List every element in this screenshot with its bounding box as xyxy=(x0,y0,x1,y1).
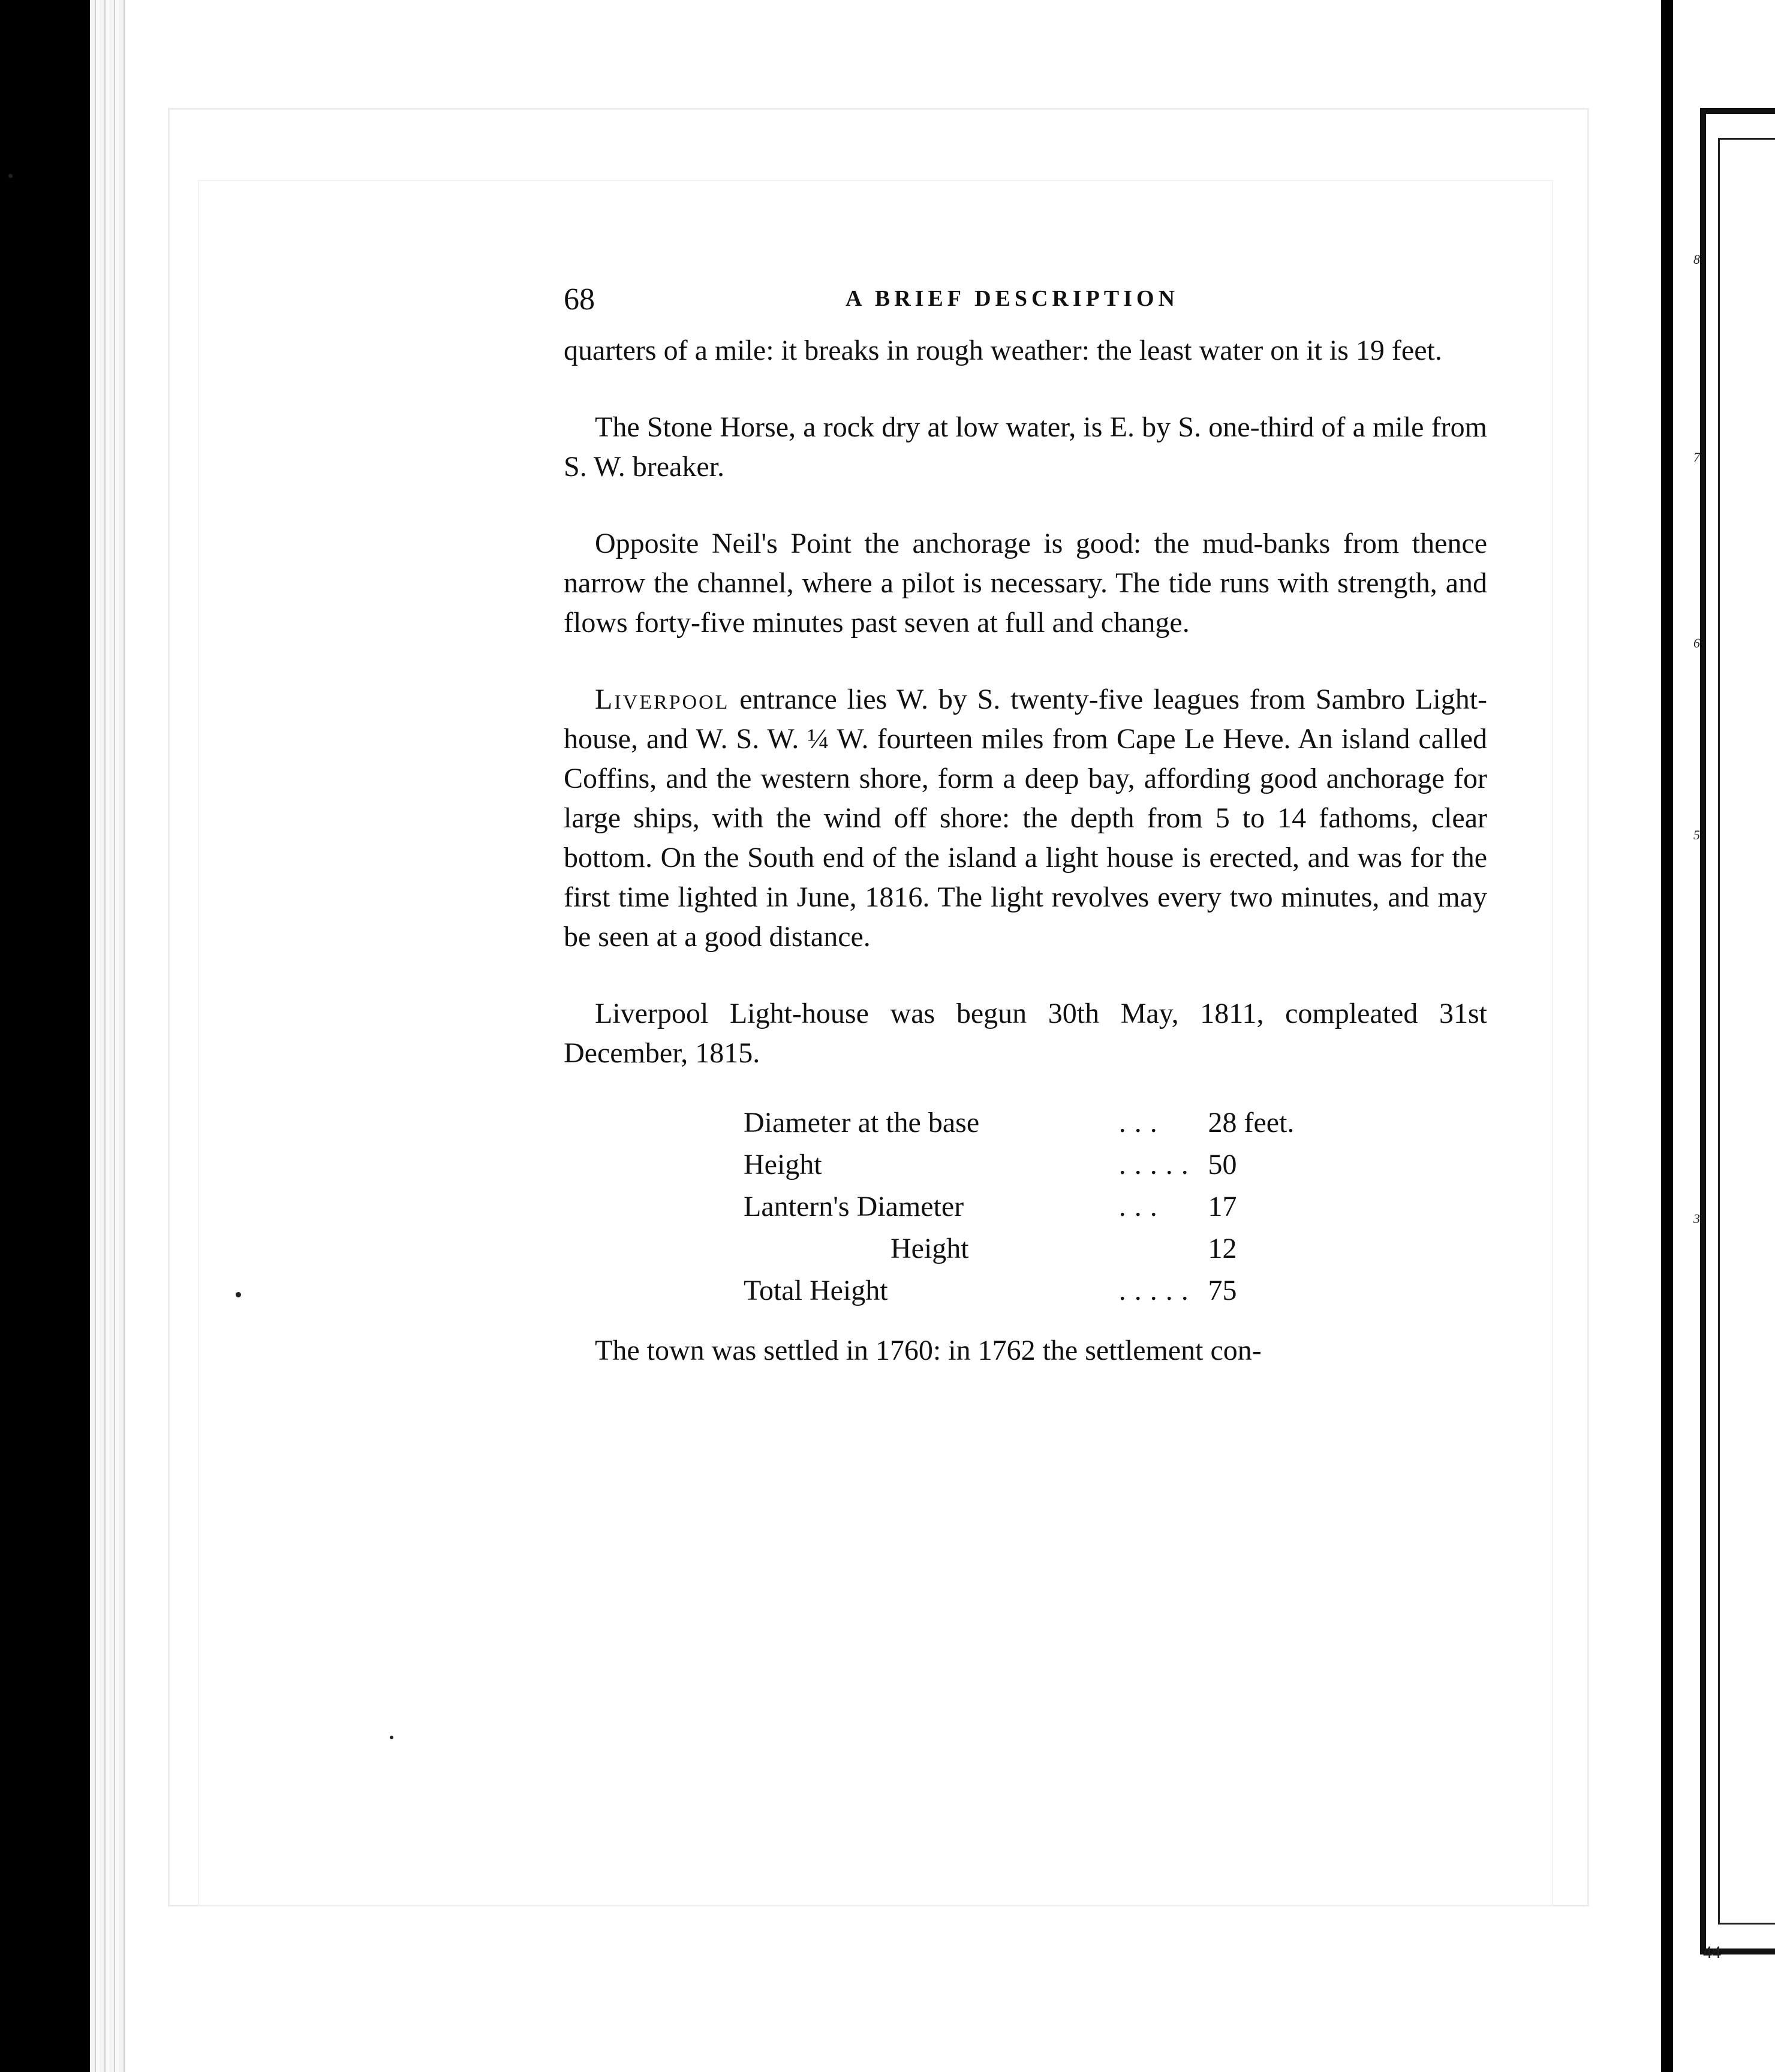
map-scale-number: 8 xyxy=(1693,252,1700,267)
table-row xyxy=(744,1181,1343,1223)
page-header xyxy=(564,282,1487,324)
ink-speck xyxy=(236,1292,241,1297)
dimension-value: 12 xyxy=(1208,1233,1237,1264)
dimension-label: Height xyxy=(890,1233,969,1264)
paragraph-liverpool-entrance xyxy=(564,680,1487,957)
table-row xyxy=(744,1265,1343,1307)
table-row xyxy=(744,1139,1343,1181)
map-scale-number: 3 xyxy=(1693,1211,1700,1226)
running-title: A BRIEF DESCRIPTION xyxy=(846,286,1180,311)
leader-dots: ..... xyxy=(1118,1275,1197,1306)
table-row xyxy=(744,1223,1343,1265)
ink-speck xyxy=(8,174,13,178)
leader-dots xyxy=(1119,1223,1208,1265)
paragraph-stone-horse: The Stone Horse, a rock dry at low water, is E. by S. one-third of a mile from S. W. breaker. xyxy=(564,411,1487,483)
paragraph-continuation: quarters of a mile: it breaks in rough weather: the least water on it is 19 feet. xyxy=(564,335,1442,366)
map-inner-border xyxy=(1718,138,1775,1925)
dimension-value: 17 xyxy=(1208,1191,1237,1222)
paragraph-town-settled: The town was settled in 1760: in 1762 the settlement con- xyxy=(595,1335,1262,1366)
dimension-value: 75 xyxy=(1208,1275,1237,1306)
liverpool-entrance-text: entrance lies W. by S. twenty-five leagues from Sambro Light-house, and W. S. W. ¼ W. fourteen miles from Cape Le Heve. An island called Coffins, and the western shore, form a deep bay, affording good anchorage for large ships, with the wind off shore: the depth from 5 to 14 fathoms, clear bottom. On the South end of the island a light house is erected, and was for the first time lighted in June, 1816. The light revolves every two minutes, and may be seen at a good distance. xyxy=(564,683,1488,953)
map-scale-number: 7 xyxy=(1693,450,1700,465)
dimension-label: Lantern's Diameter xyxy=(744,1191,964,1222)
dimension-value: 50 xyxy=(1208,1149,1237,1180)
paragraph-neils-point: Opposite Neil's Point the anchorage is good: the mud-banks from thence narrow the channel, where a pilot is necessary. The tide runs with strength, and flows forty-five minutes past seven at full and change. xyxy=(564,528,1487,639)
liverpool-small-caps: Liverpool xyxy=(595,683,730,715)
lighthouse-dimensions-table xyxy=(744,1097,1343,1307)
dimension-label: Height xyxy=(744,1149,822,1180)
dimension-label: Diameter at the base xyxy=(744,1107,980,1139)
map-scale-number: 5 xyxy=(1693,827,1700,842)
adjacent-map-page xyxy=(1673,0,1775,2072)
page-number: 68 xyxy=(564,282,595,317)
map-corner-number: 44 xyxy=(1703,1943,1721,1962)
table-row xyxy=(744,1097,1343,1139)
leader-dots: ... xyxy=(1118,1191,1166,1222)
leader-dots: ... xyxy=(1118,1107,1166,1139)
leader-dots: ..... xyxy=(1118,1149,1197,1180)
dimension-label: Total Height xyxy=(744,1275,888,1306)
dimension-value: 28 feet. xyxy=(1208,1107,1295,1139)
paragraph-lighthouse-dates: Liverpool Light-house was begun 30th May, 1811, compleated 31st December, 1815. xyxy=(564,998,1487,1069)
text-block xyxy=(564,282,1487,1371)
map-scale-number: 6 xyxy=(1693,636,1700,650)
ink-speck xyxy=(390,1736,393,1739)
